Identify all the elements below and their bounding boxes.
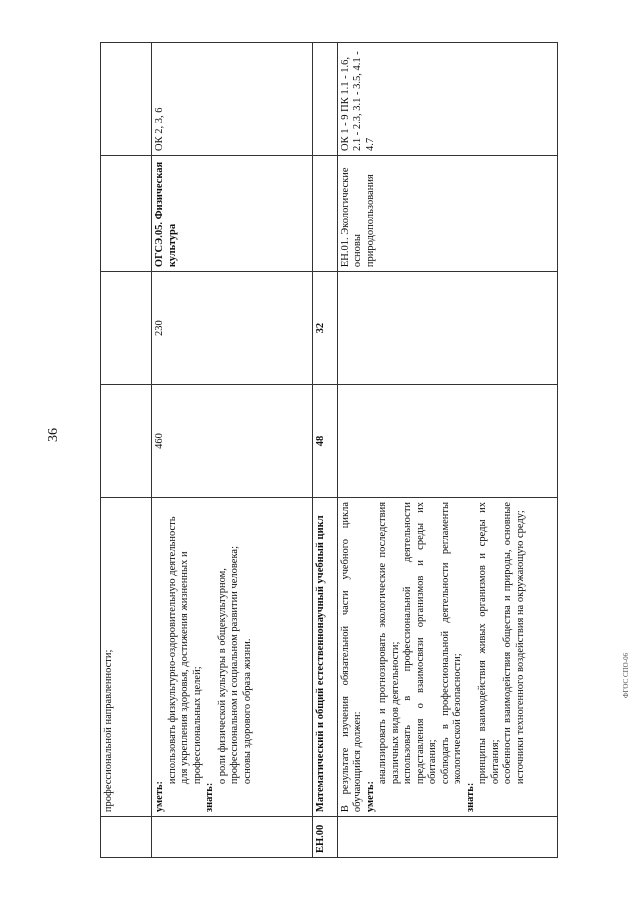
cell-max-load [101, 385, 152, 498]
cell-competencies [313, 43, 337, 156]
cell-max-load [337, 385, 557, 498]
cell-competencies [101, 43, 152, 156]
cell-description [152, 497, 313, 816]
knowledge-label: знать: [204, 782, 216, 813]
cell-code [337, 817, 557, 858]
table-row [152, 43, 313, 858]
table-row [101, 43, 152, 858]
knowledge-item: основы здорового образа жизни. [241, 638, 253, 785]
cell-discipline [313, 155, 337, 271]
cell-description [337, 497, 557, 816]
knowledge-item: принципы взаимодействия живых организмов и среды их обитания; [477, 501, 501, 785]
skills-label: уметь: [364, 780, 376, 813]
intro-text: В результате изучения обязательной части учебного цикла обучающийся должен: [339, 501, 364, 813]
cell-required-load [101, 272, 152, 385]
cell-code [152, 817, 313, 858]
skill-item: соблюдать в профессиональной деятельности регламенты экологической безопасности; [439, 501, 464, 785]
table-row [337, 43, 557, 858]
cell-required-load [337, 272, 557, 385]
knowledge-label: знать: [464, 782, 476, 813]
description-text: профессиональной направленности; [103, 649, 114, 813]
skill-item: использовать в профессиональной деятельности представления о взаимосвязи организмов и среды их обитания; [402, 501, 439, 785]
page-number: 36 [46, 428, 61, 442]
cell-max-load: 48 [313, 385, 337, 498]
table-row [313, 43, 337, 858]
cell-max-load: 460 [152, 385, 313, 498]
cell-discipline [101, 155, 152, 271]
cell-required-load: 230 [152, 272, 313, 385]
cell-discipline: ОГСЭ.05. Физическая культура [152, 155, 313, 271]
skill-item: использовать физкультурно-оздоровительную деятельность для укрепления здоровья, достижения жизненных и профессиональных целей; [166, 516, 203, 785]
cell-required-load: 32 [313, 272, 337, 385]
cell-code [101, 817, 152, 858]
cell-discipline: ЕН.01. Экологические основы природопользования [337, 155, 557, 271]
curriculum-table-area [100, 42, 558, 858]
cycle-title: Математический и общий естественнонаучный учебный цикл [315, 515, 327, 813]
cell-description [101, 497, 152, 816]
skill-item: анализировать и прогнозировать экологические последствия различных видов деятельности; [377, 501, 401, 785]
knowledge-item: о роли физической культуры в общекультурном, профессиональном и социальном развитии человека; [216, 546, 241, 785]
curriculum-table [100, 42, 558, 858]
cell-code: ЕН.00 [313, 817, 337, 858]
knowledge-item: особенности взаимодействия общества и природы, основные источники техногенного воздействия на окружающую среду; [502, 501, 526, 785]
cell-competencies: ОК 1 - 9 ПК 1.1 - 1.6, 2.1 - 2.3, 3.1 - 3.5, 4.1 - 4.7 [337, 43, 557, 156]
cell-competencies: ОК 2, 3, 6 [152, 43, 313, 156]
footer-code: ФГОС СПО-06 [622, 652, 630, 698]
cell-description [313, 497, 337, 816]
skills-label: уметь: [154, 780, 166, 813]
